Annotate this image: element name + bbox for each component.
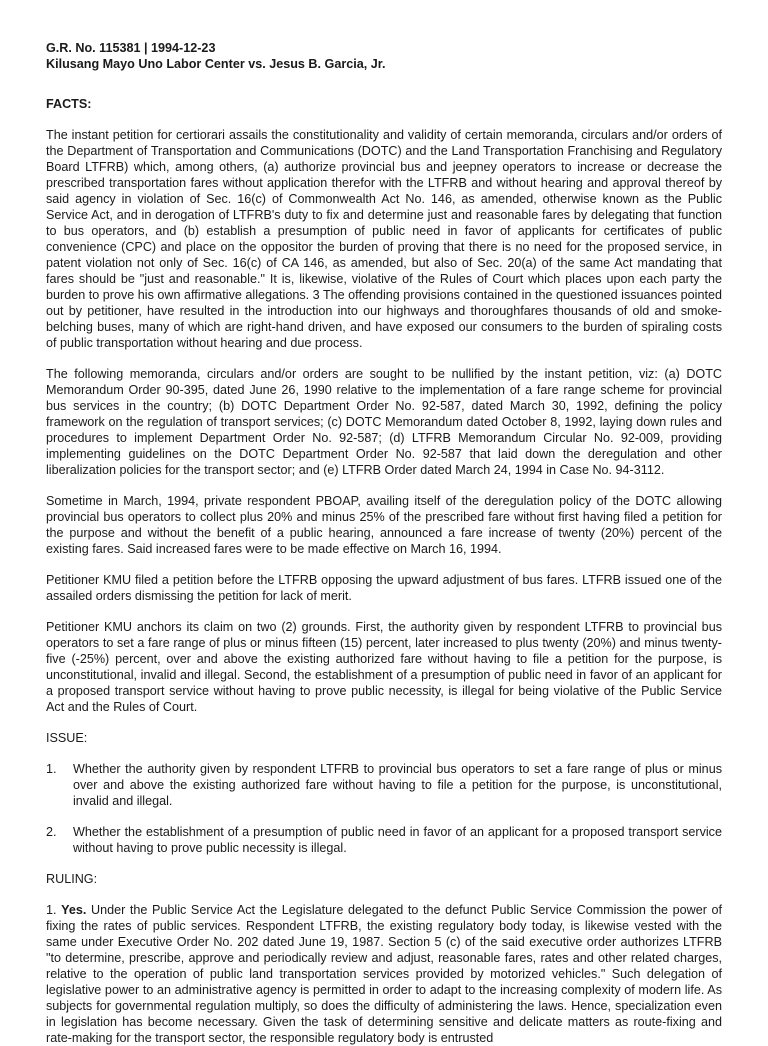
issue-item-2 [46,824,722,856]
facts-paragraph-3: Sometime in March, 1994, private respondent PBOAP, availing itself of the deregulation policy of the DOTC allowing provincial bus operators to collect plus 20% and minus 25% of the prescribed fare without first having filed a petition for the purpose and without the benefit of a public hearing, announced a fare increase of twenty (20%) percent of the existing fares. Said increased fares were to be made effective on March 16, 1994. [46,494,722,556]
issue-item-1 [46,761,722,809]
ruling-answer: Yes. [61,903,87,917]
issue-text: Whether the establishment of a presumption of public need in favor of an applicant for a proposed transport service without having to prove public necessity is illegal. [73,825,722,855]
issue-number: 1. [46,762,57,776]
ruling-heading: RULING: [46,872,98,886]
ruling-number: 1. [46,903,57,917]
facts-heading: FACTS: [46,97,92,111]
ruling-text: Under the Public Service Act the Legislature delegated to the defunct Public Service Commission the power of fixing the rates of public services. Respondent LTFRB, the existing regulatory body today, is likewise vested with the same under Executive Order No. 202 dated June 19, 1987. Section 5 (c) of the said executive order authorizes LTFRB "to determine, prescribe, approve and periodically review and adjust, reasonable fares, rates and other related charges, relative to the operation of public land transportation services provided by motorized vehicles." Such delegation of legislative power to an administrative agency is permitted in order to adapt to the increasing complexity of modern life. As subjects for governmental regulation multiply, so does the difficulty of administering the laws. Hence, specialization even in legislation has become necessary. Given the task of determining sensitive and delicate matters as route-fixing and rate-making for the transport sector, the responsible regulatory body is entrusted [46,903,723,1045]
ruling-paragraph-1 [46,902,722,1046]
issue-number: 2. [46,825,57,839]
facts-paragraph-1: The instant petition for certiorari assails the constitutionality and validity of certain memoranda, circulars and/or orders of the Department of Transportation and Communications (DOTC) and the Land Transportation Franchising and Regulatory Board LTFRB) which, among others, (a) authorize provincial bus and jeepney operators to increase or decrease the prescribed transportation fares without application therefor with the LTFRB and without hearing and approval thereof by said agency in violation of Sec. 16(c) of Commonwealth Act No. 146, as amended, otherwise known as the Public Service Act, and in derogation of LTFRB's duty to fix and determine just and reasonable fares by delegating that function to bus operators, and (b) establish a presumption of public need in favor of applicants for certificates of public convenience (CPC) and place on the oppositor the burden of proving that there is no need for the proposed service, in patent violation not only of Sec. 16(c) of CA 146, as amended, but also of Sec. 20(a) of the same Act mandating that fares should be "just and reasonable." It is, likewise, violative of the Rules of Court which places upon each party the burden to prove his own affirmative allegations. 3 The offending provisions contained in the questioned issuances pointed out by petitioner, have resulted in the introduction into our highways and thoroughfares thousands of old and smoke-belching buses, many of which are right-hand driven, and have exposed our consumers to the burden of spiraling costs of public transportation without hearing and due process. [46,128,722,350]
case-number: G.R. No. 115381 | 1994-12-23 [46,41,216,55]
facts-paragraph-4: Petitioner KMU filed a petition before the LTFRB opposing the upward adjustment of bus fares. LTFRB issued one of the assailed orders dismissing the petition for lack of merit. [46,573,722,603]
issue-text: Whether the authority given by respondent LTFRB to provincial bus operators to set a fare range of plus or minus over and above the existing authorized fare without having to file a petition for the purpose, is unconstitutional, invalid and illegal. [73,762,722,808]
issue-heading: ISSUE: [46,731,88,745]
facts-paragraph-5: Petitioner KMU anchors its claim on two (2) grounds. First, the authority given by respondent LTFRB to provincial bus operators to set a fare range of plus or minus fifteen (15) percent, later increased to plus twenty (20%) and minus twenty-five (-25%) percent, over and above the existing authorized fare without having to file a petition for the purpose, is unconstitutional, invalid and illegal. Second, the establishment of a presumption of public need in favor of an applicant for a proposed transport service without having to prove public necessity, is illegal for being violative of the Public Service Act and the Rules of Court. [46,620,722,714]
case-title: Kilusang Mayo Uno Labor Center vs. Jesus B. Garcia, Jr. [46,57,386,71]
facts-paragraph-2: The following memoranda, circulars and/or orders are sought to be nullified by the instant petition, viz: (a) DOTC Memorandum Order 90-395, dated June 26, 1990 relative to the implementation of a fare range scheme for provincial bus services in the country; (b) DOTC Department Order No. 92-587, dated March 30, 1992, defining the policy framework on the regulation of transport services; (c) DOTC Memorandum dated October 8, 1992, laying down rules and procedures to implement Department Order No. 92-587; (d) LTFRB Memorandum Circular No. 92-009, providing implementing guidelines on the DOTC Department Order No. 92-587 that laid down the deregulation and other liberalization policies for the transport sector; and (e) LTFRB Order dated March 24, 1994 in Case No. 94-3112. [46,367,722,477]
